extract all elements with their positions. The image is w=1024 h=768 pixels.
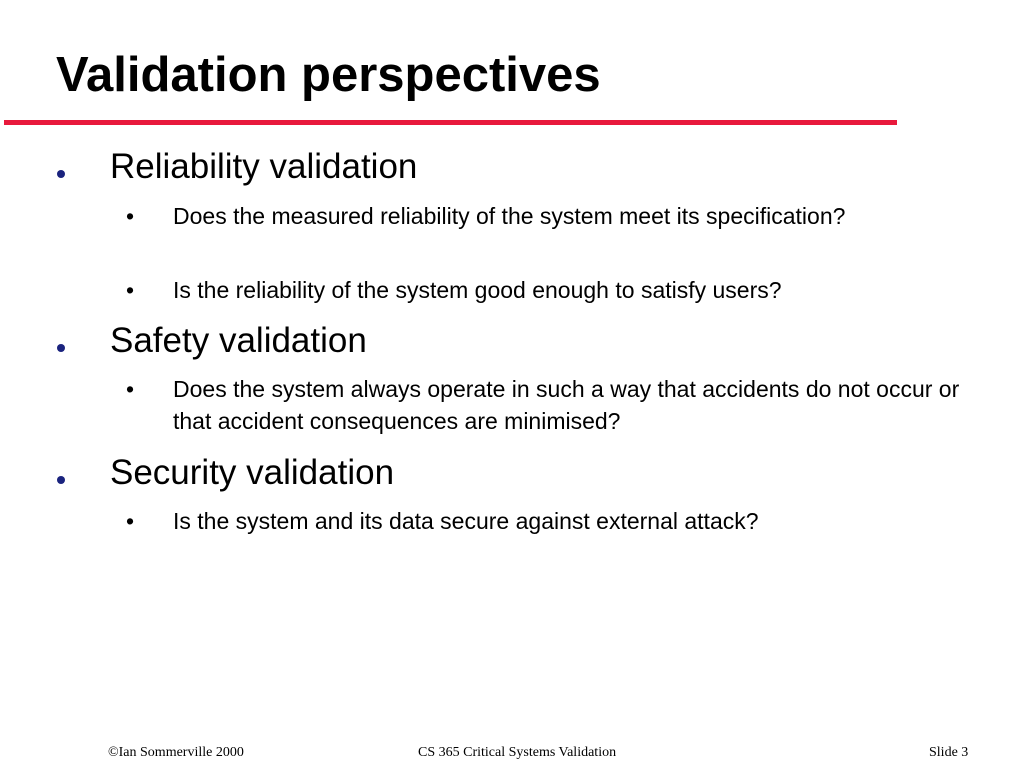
sub-bullet-icon: • xyxy=(126,277,135,303)
section-heading-safety: Safety validation xyxy=(110,321,367,360)
sub-bullet-icon: • xyxy=(126,508,135,534)
title-underline xyxy=(4,120,897,125)
sub-bullet-icon: • xyxy=(126,376,135,402)
section-heading-reliability: Reliability validation xyxy=(110,147,418,186)
footer-slide-number: Slide 3 xyxy=(929,745,969,760)
footer-copyright: ©Ian Sommerville 2000 xyxy=(108,745,244,760)
footer-course-title: CS 365 Critical Systems Validation xyxy=(418,745,617,760)
section-heading-security: Security validation xyxy=(110,453,395,492)
sub-item: Does the measured reliability of the system meet its specification? xyxy=(173,203,846,229)
sub-item: Does the system always operate in such a way that accidents do not occur or that accident consequences are minimised? xyxy=(173,376,960,434)
bullet-icon xyxy=(57,476,65,484)
bullet-icon xyxy=(57,344,65,352)
bullet-icon xyxy=(57,170,65,178)
sub-bullet-icon: • xyxy=(126,203,135,229)
sub-item: Is the system and its data secure against external attack? xyxy=(173,508,759,534)
slide-title: Validation perspectives xyxy=(56,48,601,102)
sub-item: Is the reliability of the system good enough to satisfy users? xyxy=(173,277,782,303)
